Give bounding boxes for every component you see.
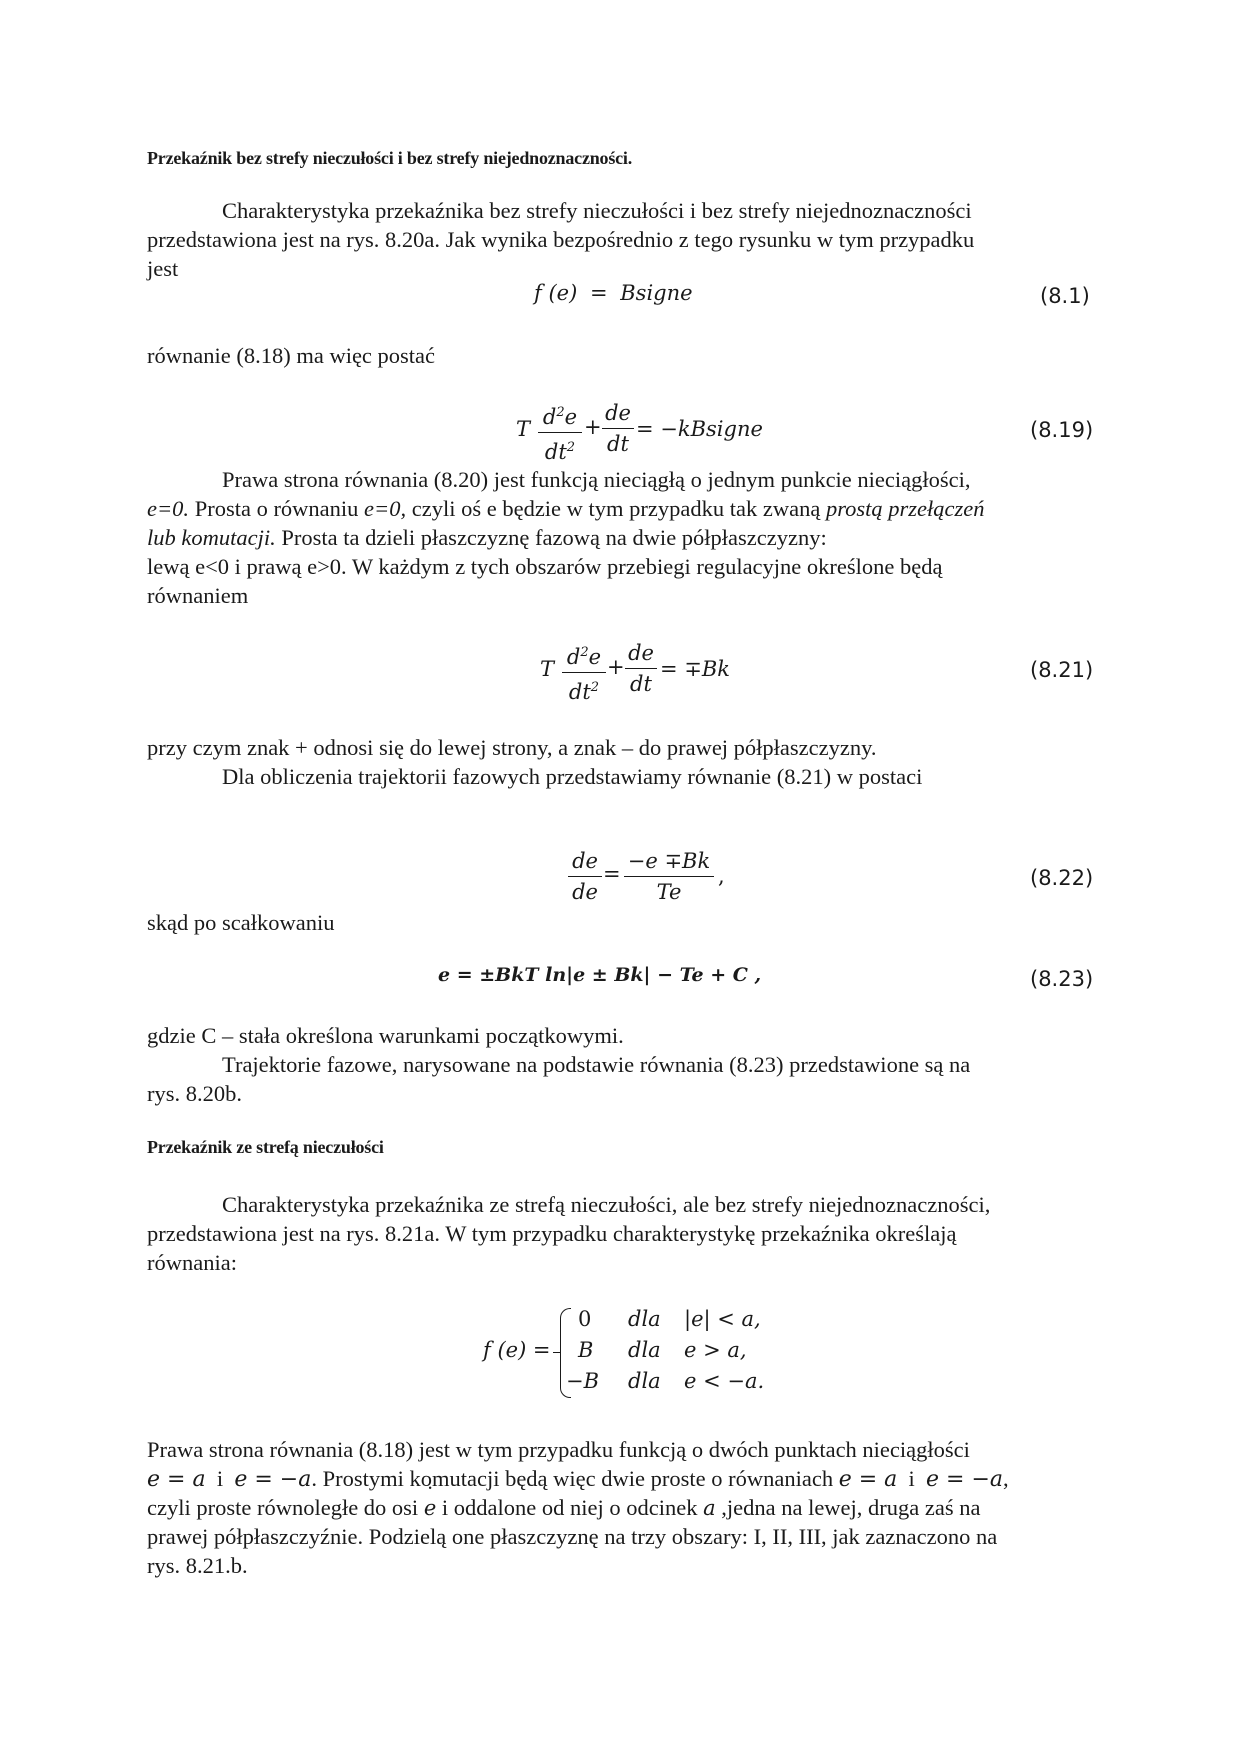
paragraph-line: lewą e<0 i prawą e>0. W każdym z tych obszarów przebiegi regulacyjne określone będą [147,554,943,579]
paragraph-line: skąd po scałkowaniu [147,910,335,935]
fraction: −e ∓Bk Te [624,846,714,907]
fraction: $d^2e$ $dt^2$ [538,398,582,467]
section-heading: Przekaźnik ze strefą nieczułości [147,1137,384,1157]
section-heading: Przekaźnik bez strefy nieczułości i bez strefy niejednoznaczności. [147,148,633,168]
paragraph-line: równanie (8.18) ma więc postać [147,343,436,368]
equation-number: (8.19) [1030,418,1094,442]
paragraph-line: przedstawiona jest na rys. 8.21a. W tym przypadku charakterystykę przekaźnika określają [147,1221,957,1246]
fraction: $d^2e$ $dt^2$ [562,638,606,707]
paragraph-line: czyli proste równoległe do osi ˙ e i oddalone od niej o odcinek a ,jedna na lewej, druga zaś na [147,1493,981,1523]
fraction: de de [568,846,602,907]
equation-number: (8.1) [1040,284,1090,308]
paragraph-line: Trajektorie fazowe, narysowane na podstawie równania (8.23) przedstawione są na [222,1052,971,1077]
paragraph-line: przy czym znak + odnosi się do lewej strony, a znak – do prawej półpłaszczyzny. [147,735,877,760]
paragraph-line: Prawa strona równania (8.18) jest w tym przypadku funkcją o dwóch punktach nieciągłości [147,1437,970,1462]
piece-condition: e < −a. [684,1369,765,1393]
paragraph-line: Prawa strona równania (8.20) jest funkcją nieciągłą o jednym punkcie nieciągłości, [222,467,971,492]
paragraph-line: prawej półpłaszczyźnie. Podzielą one płaszczyznę na trzy obszary: I, II, III, jak zaznaczono na [147,1524,998,1549]
paragraph-line: Dla obliczenia trajektorii fazowych przedstawiamy równanie (8.21) w postaci [222,764,923,789]
equation-number: (8.23) [1030,967,1094,991]
paragraph-line: lub komutacji. Prosta ta dzieli płaszczyznę fazową na dwie półpłaszczyzny: [147,525,827,550]
equation-number: (8.21) [1030,658,1094,682]
fraction: de dt [602,398,634,459]
piece-value: 0 [578,1307,592,1331]
document-page: Przekaźnik bez strefy nieczułości i bez strefy niejednoznaczności. Charakterystyka przekaźnika bez strefy nieczułości i bez strefy niejednoznaczności przedstawiona jest na rys. 8.20a. Jak wynika bezpośrednio z tego rysunku w tym przypadku jest f (e) = Bsigne (8.1) równanie (8.18) ma więc postać T $d^2e$ $dt^2$ + de dt = −kBsigne (8.19) Prawa strona równania (8.20) jest funkcją nieciągłą o jednym punkcie nieciągłości, e=0. Prosta o równaniu e=0, czyli oś e będzie w tym przypadku tak zwaną prostą przełączeń lub komutacji. Prosta ta dzieli płaszczyznę fazową na dwie półpłaszczyzny: lewą e<0 i prawą e>0. W każdym z tych obszarów przebiegi regulacyjne określone będą równaniem T $d^2e$ $dt^2$ + de dt = ∓Bk (8.21) przy czym znak + odnosi się do lewej strony, a znak – do prawej półpłaszczyzny. Dla obliczenia trajektorii fazowych przedstawiamy równanie (8.21) w postaci de de = −e ∓Bk Te , (8.22) skąd po scałkowaniu e = ±BkT ln|e ± Bk| − Te + C , (8.23) gdzie C – stała określona warunkami początkowymi. Trajektorie fazowe, narysowane na podstawie równania (8.23) przedstawione są na rys. 8.20b. Przekaźnik ze strefą nieczułości Charakterystyka przekaźnika ze strefą nieczułości, ale bez strefy niejednoznaczności, przedstawiona jest na rys. 8.21a. W tym przypadku charakterystykę przekaźnika określają równania: f (e) = 0 dla |e| < a, B dla e > a, −B dla e < −a. Prawa strona równania (8.18) jest w tym przypadku funkcją o dwóch punktach nieciągłości e = a i e = −a. Prostymi komutacji będą więc dwie proste o równaniach e = a i e = −a, czyli proste równoległe do osi ˙ e i oddalone od niej o odcinek a ,jedna na lewej, druga zaś na prawej półpłaszczyźnie. Podzielą one płaszczyznę na trzy obszary: I, II, III, jak zaznaczono na rys. 8.21.b. [0,0,1240,1754]
fraction: de dt [625,638,657,699]
piece-condition: e > a, [684,1338,747,1362]
paragraph-line: jest [147,256,179,281]
piece-word: dla [628,1307,661,1331]
paragraph-line: e = a i e = −a. Prostymi komutacji będą więc dwie proste o równaniach e = a i e = −a, [147,1466,1009,1492]
paragraph-line: równaniem [147,583,249,608]
equation-8-23: e = ±BkT ln|e ± Bk| − Te + C , [438,964,762,986]
equation-8-1: f (e) = Bsigne [534,281,693,305]
paragraph-line: e=0. Prosta o równaniu e=0, czyli oś e będzie w tym przypadku tak zwaną prostą przełączeń [147,496,985,521]
equation-number: (8.22) [1030,866,1094,890]
paragraph-line: Charakterystyka przekaźnika ze strefą nieczułości, ale bez strefy niejednoznaczności, [222,1192,991,1217]
piece-condition: |e| < a, [684,1307,761,1331]
paragraph-line: gdzie C – stała określona warunkami początkowymi. [147,1023,624,1048]
piece-value: B [578,1338,594,1362]
paragraph-line: równania: [147,1250,237,1275]
paragraph-line: rys. 8.21.b. [147,1553,248,1578]
piece-word: dla [628,1369,661,1393]
piece-word: dla [628,1338,661,1362]
paragraph-line: Charakterystyka przekaźnika bez strefy nieczułości i bez strefy niejednoznaczności [222,198,972,223]
paragraph-line: przedstawiona jest na rys. 8.20a. Jak wynika bezpośrednio z tego rysunku w tym przypadku [147,227,975,252]
piece-value: −B [566,1369,600,1393]
paragraph-line: rys. 8.20b. [147,1081,242,1106]
